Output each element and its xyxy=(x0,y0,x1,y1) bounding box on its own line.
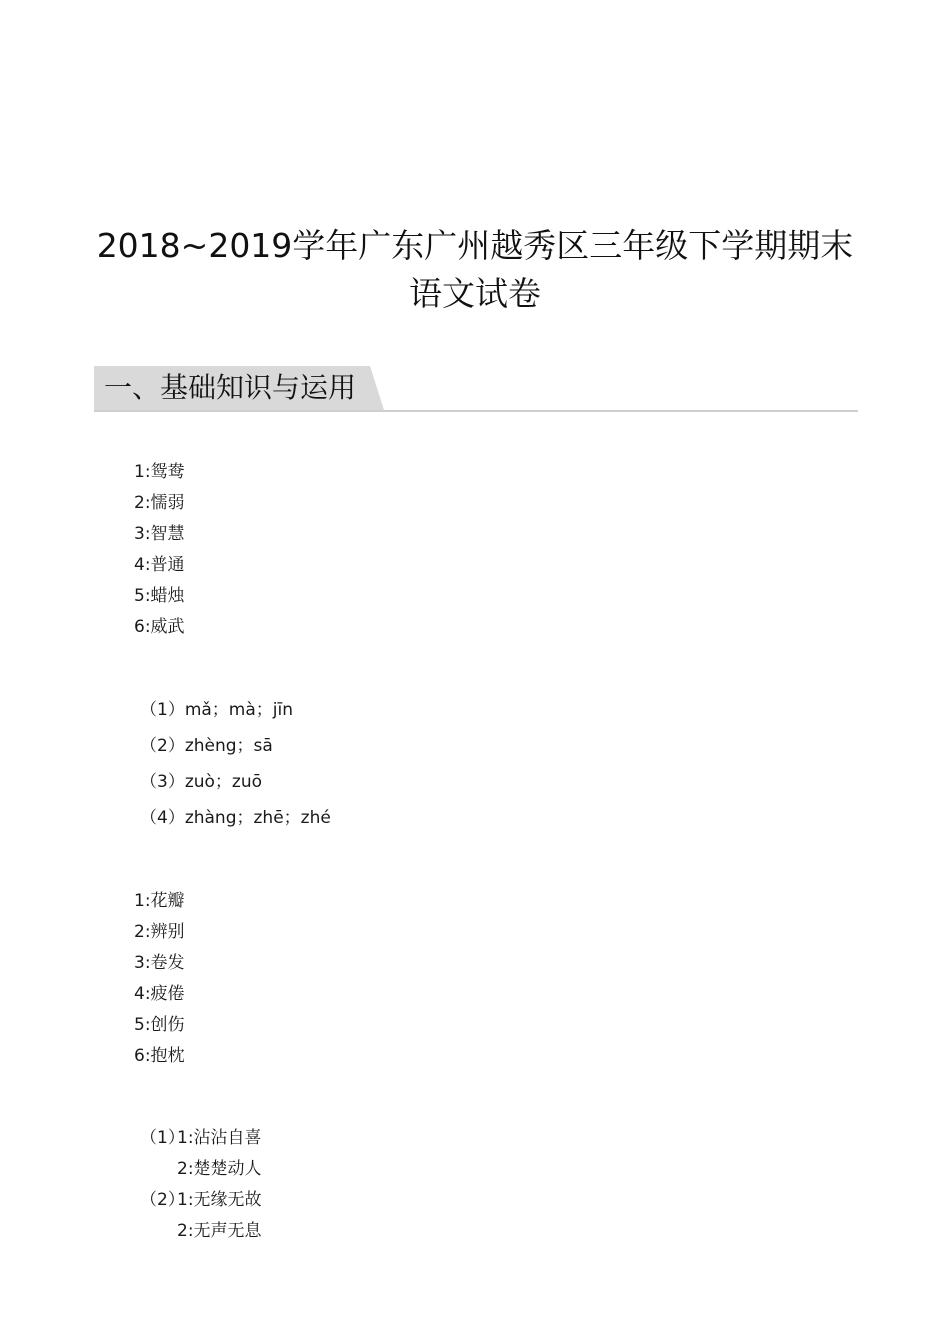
list-item: 2:懦弱 xyxy=(134,493,185,513)
list-item: （2）zhèng；sā xyxy=(140,736,273,756)
item-number: （1） xyxy=(140,1128,185,1148)
list-item: 1:鸳鸯 xyxy=(134,462,185,482)
title-line-2: 语文试卷 xyxy=(409,274,541,313)
list-item: 4:普通 xyxy=(134,555,185,575)
list-item xyxy=(140,1185,262,1216)
list-item: 5:创伤 xyxy=(134,1015,185,1035)
list-item xyxy=(140,1216,262,1247)
title-line-1: 2018~2019学年广东广州越秀区三年级下学期期末 xyxy=(96,226,854,265)
list-item: （4）zhàng；zhē；zhé xyxy=(140,808,331,828)
item-number: （2） xyxy=(140,1190,185,1210)
answer-list-q4 xyxy=(140,1123,262,1247)
sub-item: 1:沾沾自喜 xyxy=(177,1128,262,1148)
list-item: 2:辨别 xyxy=(134,922,185,942)
list-item xyxy=(140,1123,262,1154)
list-item: 6:抱枕 xyxy=(134,1046,185,1066)
list-item: （1）mǎ；mà；jīn xyxy=(140,700,293,720)
list-item xyxy=(140,1154,262,1185)
list-item: 3:智慧 xyxy=(134,524,185,544)
list-item: 5:蜡烛 xyxy=(134,586,185,606)
section-title: 一、基础知识与运用 xyxy=(104,371,357,404)
document-title xyxy=(0,222,950,318)
section-header-rule xyxy=(94,410,858,412)
list-item: 4:疲倦 xyxy=(134,984,185,1004)
list-item: 1:花瓣 xyxy=(134,891,185,911)
answer-list-q1 xyxy=(134,457,185,643)
sub-item: 2:无声无息 xyxy=(177,1221,262,1241)
list-item: 6:威武 xyxy=(134,617,185,637)
answer-list-q2 xyxy=(140,692,331,836)
sub-item: 2:楚楚动人 xyxy=(177,1159,262,1179)
list-item: 3:卷发 xyxy=(134,953,185,973)
list-item: （3）zuò；zuō xyxy=(140,772,263,792)
answer-list-q3 xyxy=(134,886,185,1072)
sub-item: 1:无缘无故 xyxy=(177,1190,262,1210)
section-header xyxy=(94,366,858,412)
